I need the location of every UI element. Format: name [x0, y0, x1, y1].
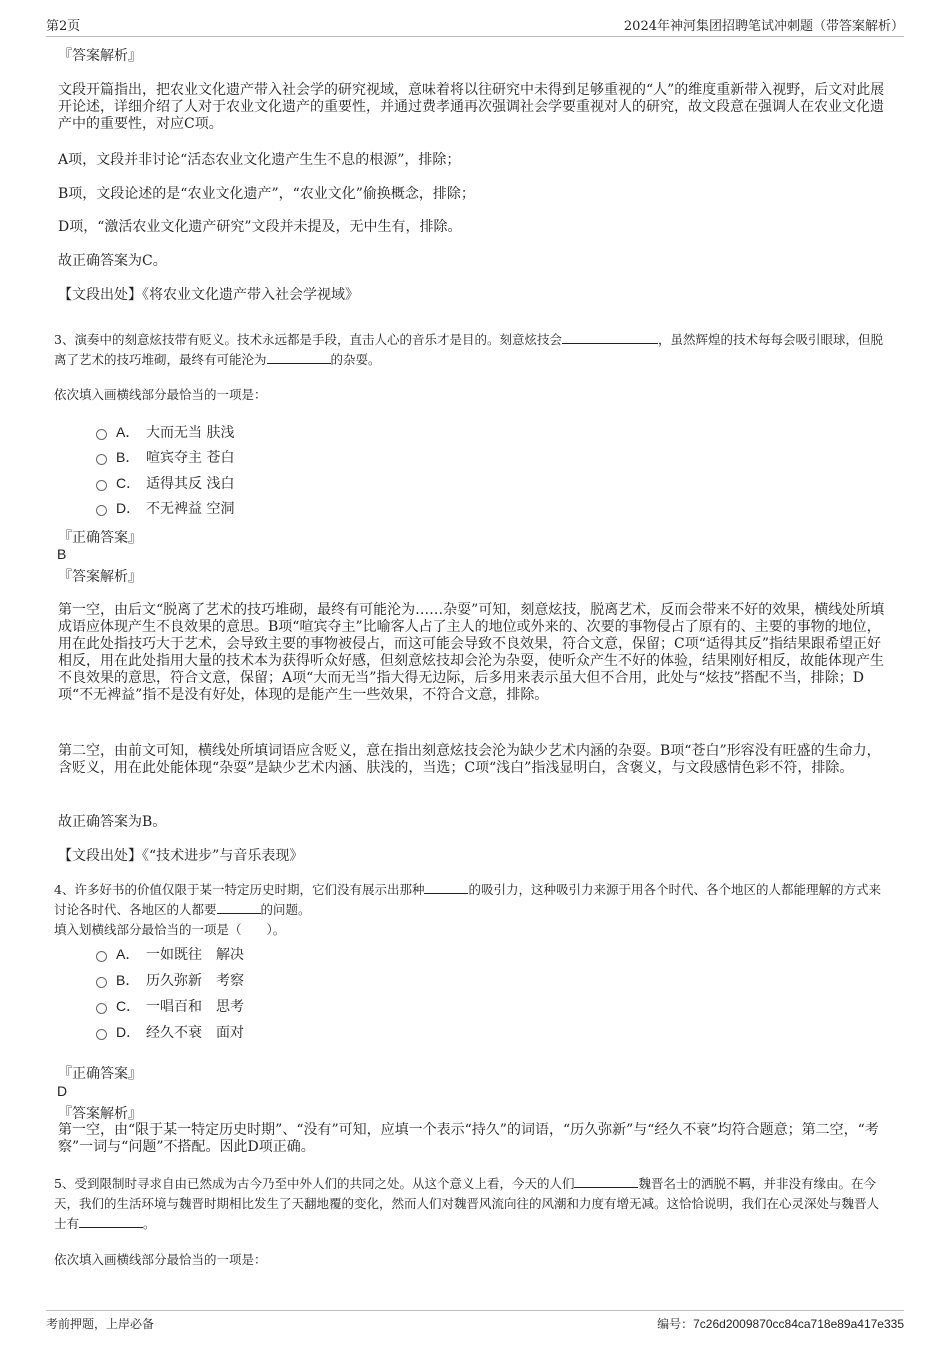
radio-icon[interactable]	[96, 480, 107, 491]
q2-analysis-option-d: D项，“激活农业文化遗产研究”文段并未提及，无中生有，排除。	[58, 219, 462, 235]
q4-option-b[interactable]: B． 历久弥新 考察	[96, 970, 244, 990]
q4-option-d[interactable]: D． 经久不衰 面对	[96, 1022, 244, 1042]
q2-source: 【文段出处】《将农业文化遗产带入社会学视域》	[58, 287, 359, 303]
q4-option-c[interactable]: C． 一唱百和 思考	[96, 996, 244, 1016]
radio-icon[interactable]	[96, 505, 107, 516]
radio-icon[interactable]	[96, 977, 107, 988]
radio-icon[interactable]	[96, 429, 107, 440]
radio-icon[interactable]	[96, 454, 107, 465]
q3-option-a[interactable]: A． 大而无当 肤浅	[96, 422, 234, 442]
q5-prompt: 依次填入画横线部分最恰当的一项是：	[54, 1252, 267, 1267]
q3-analysis-p1: 第一空，由后文“脱离了艺术的技巧堆砌，最终有可能沦为……杂耍”可知，刻意炫技，脱离艺术，反而会带来不好的效果，横线处所填成语应体现产生不良效果的意思。B项“喧宾夺主”比喻客人占了主人的地位或外来的、次要的事物侵占了原有的、主要的事物的地位，用在此处指技巧大于艺术，会导致主要的事物被侵占，而这可能会导致不良效果，符合文意，保留；C项“适得其反”指结果跟希望正好相反，用在此处指用大量的技术本为获得听众好感，但刻意炫技却会沦为杂耍，使听众产生不好的体验，结果刚好相反，故能体现产生不良效果的意思，符合文意，保留；A项“大而无当”指大得无边际，后多用来表示虽大但不合用，此处与“炫技”搭配不当，排除；D项“不无裨益”指不是没有好处，体现的是能产生一些效果，不符合文意，排除。	[58, 602, 885, 703]
q3-option-c[interactable]: C． 适得其反 浅白	[96, 473, 234, 493]
radio-icon[interactable]	[96, 951, 107, 962]
q2-analysis-label: 『答案解析』	[58, 48, 142, 64]
q4-stem: 4、许多好书的价值仅限于某一特定历史时期，它们没有展示出那种 的吸引力，这种吸引力来源于用各个时代、各个地区的人都能理解的方式来讨论各时代、各地区的人都要 的问题。	[54, 882, 881, 917]
q5-stem: 5、受到限制时寻求自由已然成为古今乃至中外人们的共同之处。从这个意义上看，今天的人们 魏晋名士的洒脱不羁，并非没有缘由。在今天，我们的生活环境与魏晋时期相比发生了天翻地覆的变化，然而人们对魏晋风流向往的风潮和力度有增无减。这恰恰说明，我们在心灵深处与魏晋人士有 。	[54, 1176, 880, 1231]
q3-option-b[interactable]: B． 喧宾夺主 苍白	[96, 447, 234, 467]
q3-stem: 3、演奏中的刻意炫技带有贬义。技术永远都是手段，直击人心的音乐才是目的。刻意炫技会 ，虽然辉煌的技术每每会吸引眼球，但脱离了艺术的技巧堆砌，最终有可能沦为 的杂耍。	[54, 332, 883, 367]
q2-analysis-p1: 文段开篇指出，把农业文化遗产带入社会学的研究视域，意味着将以往研究中未得到足够重视的“人”的维度重新带入视野，后文对此展开论述，详细介绍了人对于农业文化遗产的重要性，并通过费孝通再次强调社会学要重视对人的研究，故文段意在强调人在农业文化遗产中的重要性，对应C项。	[58, 82, 885, 132]
page-number: 第2页	[46, 19, 81, 34]
q2-conclusion: 故正确答案为C。	[58, 253, 167, 269]
q4-analysis-p1: 第一空，由“限于某一特定历史时期”、“没有”可知，应填一个表示“持久”的词语，“历久弥新”与“经久不衰”均符合题意；第二空，“考察”一词与“问题”不搭配。因此D项正确。	[58, 1122, 879, 1155]
q3-correct-label: 『正确答案』	[58, 530, 142, 546]
q4-answer: D	[57, 1083, 68, 1099]
q3-analysis-p2: 第二空，由前文可知，横线处所填词语应含贬义，意在指出刻意炫技会沦为缺少艺术内涵的杂耍。B项“苍白”形容没有旺盛的生命力，含贬义，用在此处能体现“杂耍”是缺少艺术内涵、肤浅的，当选；C项“浅白”指浅显明白，含褒义，与文段感情色彩不符，排除。	[58, 743, 881, 776]
q3-analysis-label: 『答案解析』	[58, 569, 142, 585]
document-title: 2024年神河集团招聘笔试冲刺题（带答案解析）	[623, 19, 904, 34]
radio-icon[interactable]	[96, 1029, 107, 1040]
footer-slogan: 考前押题，上岸必备	[46, 1317, 155, 1331]
q4-analysis-label: 『答案解析』	[58, 1106, 142, 1122]
radio-icon[interactable]	[96, 1003, 107, 1014]
q3-prompt: 依次填入画横线部分最恰当的一项是：	[54, 387, 267, 402]
q4-prompt: 填入划横线部分最恰当的一项是（ ）。	[54, 922, 286, 937]
page-footer	[46, 1310, 904, 1332]
page-header	[46, 14, 904, 37]
q3-answer: B	[57, 546, 67, 562]
q3-option-d[interactable]: D． 不无裨益 空洞	[96, 498, 234, 518]
q4-option-a[interactable]: A． 一如既往 解决	[96, 944, 244, 964]
q3-source: 【文段出处】《“技术进步”与音乐表现》	[58, 848, 304, 864]
footer-id: 编号：7c26d2009870cc84ca718e89a417e335	[657, 1317, 904, 1331]
q3-conclusion: 故正确答案为B。	[58, 814, 167, 830]
q4-correct-label: 『正确答案』	[58, 1066, 142, 1082]
q2-analysis-option-a: A项，文段并非讨论“活态农业文化遗产生生不息的根源”，排除；	[58, 152, 461, 168]
q2-analysis-option-b: B项，文段论述的是“农业文化遗产”，“农业文化”偷换概念，排除；	[58, 186, 475, 202]
